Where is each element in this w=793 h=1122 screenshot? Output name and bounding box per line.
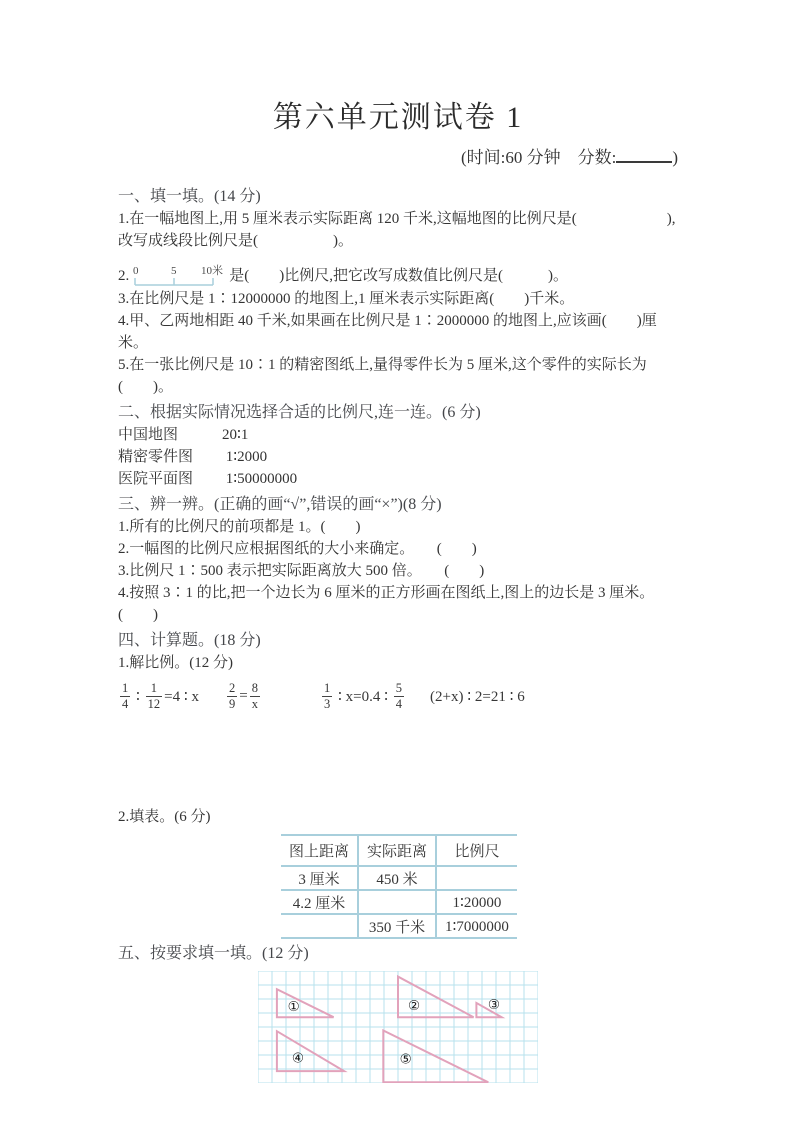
exam-meta-text: (时间:60 分钟 分数: (460, 148, 617, 167)
table-header-row (281, 835, 517, 866)
table-header-map-distance: 图上距离 (281, 835, 358, 866)
table-cell-blank (358, 890, 436, 914)
triangle-label-1: ① (287, 999, 300, 1015)
match-right-ratio: 1∶2000 (222, 449, 268, 465)
table-cell: 350 千米 (358, 914, 436, 938)
question-1-4: 4.甲、乙两地相距 40 千米,如果画在比例尺是 1∶2000000 的地图上,应该画( )厘米。 (118, 313, 657, 351)
question-3-1: 1.所有的比例尺的前项都是 1。( ) (118, 519, 361, 535)
triangle-label-2: ② (408, 997, 421, 1013)
score-blank-line (616, 147, 672, 163)
table-cell: 4.2 厘米 (281, 890, 358, 914)
triangle-label-5: ⑤ (399, 1051, 412, 1067)
question-1-5: 5.在一张比例尺是 10∶1 的精密图纸上,量得零件长为 5 厘米,这个零件的实际长为( )。 (118, 357, 647, 395)
scale-bar-label-10: 10米 (201, 265, 224, 277)
match-row-china-map (118, 424, 678, 446)
triangle-4 (277, 1031, 344, 1071)
table-header-scale: 比例尺 (436, 835, 517, 866)
section-2-heading: 二、根据实际情况选择合适的比例尺,连一连。(6 分) (118, 404, 481, 421)
question-3-2: 2.一幅图的比例尺应根据图纸的大小来确定。 ( ) (118, 541, 477, 557)
section-1-heading: 一、填一填。(14 分) (118, 188, 261, 205)
scale-fill-table (281, 834, 517, 939)
table-cell-blank (281, 914, 358, 938)
exam-meta-close: ) (672, 148, 678, 167)
equation-4: (2+x) ∶ 2=21 ∶ 6 (430, 688, 525, 705)
match-row-precision-part (118, 446, 678, 468)
scale-bar-label-0: 0 (133, 265, 139, 277)
question-1-3: 3.在比例尺是 1∶12000000 的地图上,1 厘米表示实际距离( )千米。 (118, 291, 575, 307)
fraction: $\frac{1}{12}$ (147, 681, 161, 711)
table-cell: 450 米 (358, 866, 436, 890)
question-3-3: 3.比例尺 1∶500 表示把实际距离放大 500 倍。 ( ) (118, 563, 485, 579)
fraction: $\frac{2}{9}$ (229, 681, 236, 711)
fraction: $\frac{1}{3}$ (324, 681, 331, 711)
table-row (281, 866, 517, 890)
section-3-heading: 三、辨一辨。(正确的画“√”,错误的画“×”)(8 分) (118, 496, 442, 513)
table-cell: 1∶20000 (436, 890, 517, 914)
triangle-label-3: ③ (487, 997, 500, 1013)
question-4-1-label: 1.解比例。(12 分) (118, 655, 233, 671)
question-1-2-number: 2. (118, 268, 130, 284)
fraction: $\frac{8}{x}$ (251, 681, 258, 711)
equation-1: $\frac{1}{4}$ ∶ $\frac{1}{12}$ =4 ∶ x (122, 681, 200, 711)
table-cell: 3 厘米 (281, 866, 358, 890)
match-left-label: 精密零件图 (118, 449, 194, 465)
question-1-2 (118, 252, 678, 288)
question-1-2-text: 是( )比例尺,把它改写成数值比例尺是( )。 (229, 268, 568, 284)
triangle-grid (258, 971, 538, 1083)
question-4-2-label: 2.填表。(6 分) (118, 809, 211, 825)
table-row (281, 914, 517, 938)
question-1-1: 1.在一幅地图上,用 5 厘米表示实际距离 120 千米,这幅地图的比例尺是( ),改写成线段比例尺是( )。 (118, 211, 676, 249)
match-row-hospital-plan (118, 468, 678, 490)
match-left-label: 医院平面图 (118, 471, 194, 487)
section-5-heading: 五、按要求填一填。(12 分) (118, 945, 309, 962)
match-right-ratio: 20∶1 (222, 427, 249, 443)
table-cell-blank (436, 866, 517, 890)
match-left-label: 中国地图 (118, 427, 179, 443)
match-right-ratio: 1∶50000000 (222, 471, 298, 487)
proportion-equations (118, 674, 678, 718)
scale-bar-label-5: 5 (171, 265, 177, 277)
section-4-heading: 四、计算题。(18 分) (118, 632, 261, 649)
exam-meta (118, 146, 678, 170)
table-row (281, 890, 517, 914)
table-cell: 1∶7000000 (436, 914, 517, 938)
fraction: $\frac{1}{4}$ (122, 681, 129, 711)
triangle-label-4: ④ (291, 1050, 304, 1066)
equation-3: $\frac{1}{3}$ ∶ x=0.4 ∶ $\frac{5}{4}$ (324, 681, 403, 711)
triangle-grid-wrap (258, 971, 678, 1088)
question-3-4: 4.按照 3∶1 的比,把一个边长为 6 厘米的正方形画在图纸上,图上的边长是 3 厘米。( ) (118, 585, 655, 623)
fraction: $\frac{5}{4}$ (395, 681, 403, 711)
page-title: 第六单元测试卷 1 (272, 101, 524, 134)
segment-scale-bar (131, 264, 227, 290)
equation-2: $\frac{2}{9}$ = $\frac{8}{x}$ (229, 681, 258, 711)
table-header-actual-distance: 实际距离 (358, 835, 436, 866)
